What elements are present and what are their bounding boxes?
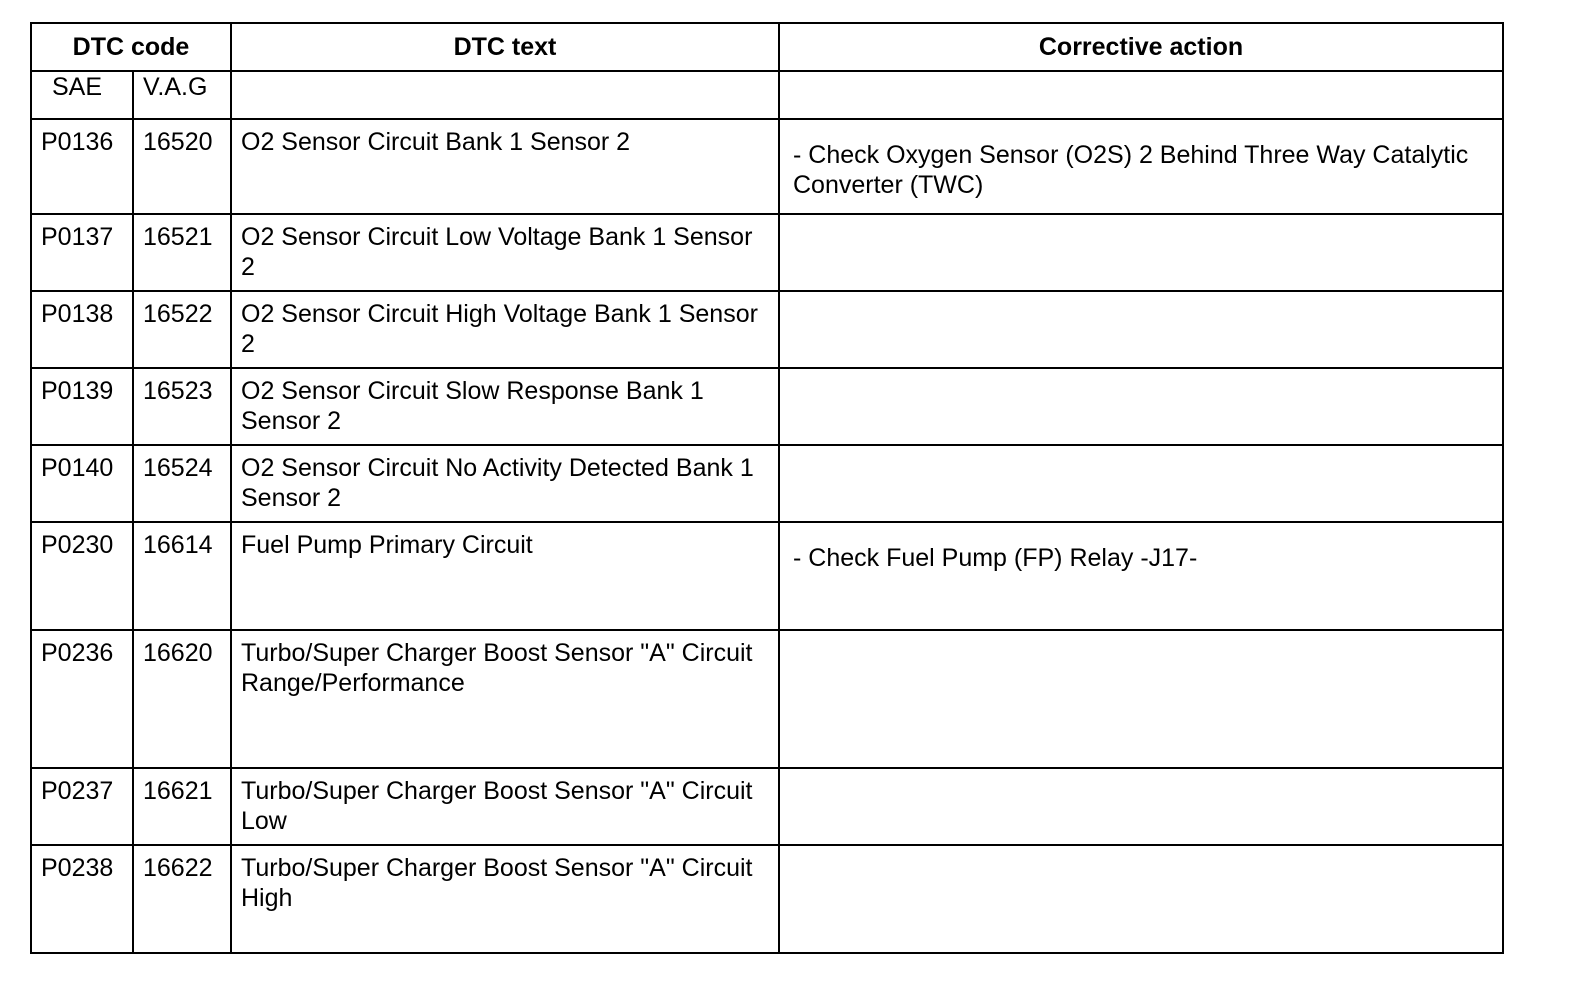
table-row [31, 291, 1503, 368]
corrective-action: - Check Fuel Pump (FP) Relay -J17- [793, 544, 1198, 572]
dtc-text: Turbo/Super Charger Boost Sensor "A" Circuit Range/Performance [241, 639, 753, 697]
table-row [31, 445, 1503, 522]
corrective-action [780, 369, 1502, 389]
table-row [31, 368, 1503, 445]
dtc-text: Turbo/Super Charger Boost Sensor "A" Circuit High [241, 854, 753, 912]
sae-code: P0137 [41, 223, 114, 251]
dtc-text: O2 Sensor Circuit High Voltage Bank 1 Sensor 2 [241, 300, 758, 358]
vag-code: 16523 [143, 377, 213, 405]
sae-header [31, 71, 133, 119]
sae-code: P0237 [41, 777, 114, 805]
vag-code: 16520 [143, 128, 213, 156]
empty-cell [231, 71, 779, 119]
dtc-table [30, 22, 1504, 954]
sae-code: P0140 [41, 454, 114, 482]
dtc-text: O2 Sensor Circuit Bank 1 Sensor 2 [241, 128, 631, 156]
vag-code: 16622 [143, 854, 213, 882]
dtc-text: O2 Sensor Circuit Slow Response Bank 1 Sensor 2 [241, 377, 704, 435]
table-row [31, 119, 1503, 214]
corrective-action-header: Corrective action [779, 23, 1503, 71]
dtc-text-header: DTC text [231, 23, 779, 71]
sae-code: P0238 [41, 854, 114, 882]
dtc-text: Turbo/Super Charger Boost Sensor "A" Circuit Low [241, 777, 753, 835]
table-row [31, 214, 1503, 291]
vag-header [133, 71, 231, 119]
corrective-action [780, 769, 1502, 789]
corrective-action: - Check Oxygen Sensor (O2S) 2 Behind Three Way Catalytic Converter (TWC) [793, 141, 1469, 199]
table-row [31, 768, 1503, 845]
sae-header-label: SAE [52, 73, 103, 101]
corrective-action [780, 215, 1502, 235]
corrective-action [780, 631, 1502, 651]
empty-cell [779, 71, 1503, 119]
dtc-text: O2 Sensor Circuit No Activity Detected Bank 1 Sensor 2 [241, 454, 754, 512]
corrective-action [780, 846, 1502, 866]
corrective-action [780, 292, 1502, 312]
corrective-action [780, 446, 1502, 466]
table-row [31, 845, 1503, 953]
header-row [31, 23, 1503, 71]
dtc-text: O2 Sensor Circuit Low Voltage Bank 1 Sensor 2 [241, 223, 753, 281]
vag-code: 16524 [143, 454, 213, 482]
sae-code: P0230 [41, 531, 114, 559]
dtc-code-header: DTC code [31, 23, 231, 71]
vag-code: 16521 [143, 223, 213, 251]
sae-code: P0136 [41, 128, 114, 156]
vag-code: 16621 [143, 777, 213, 805]
sae-code: P0138 [41, 300, 114, 328]
vag-code: 16620 [143, 639, 213, 667]
subheader-row [31, 71, 1503, 119]
table-row [31, 522, 1503, 630]
vag-header-label: V.A.G [143, 73, 208, 101]
sae-code: P0236 [41, 639, 114, 667]
vag-code: 16614 [143, 531, 213, 559]
sae-code: P0139 [41, 377, 114, 405]
dtc-text: Fuel Pump Primary Circuit [241, 531, 533, 559]
table-row [31, 630, 1503, 768]
vag-code: 16522 [143, 300, 213, 328]
